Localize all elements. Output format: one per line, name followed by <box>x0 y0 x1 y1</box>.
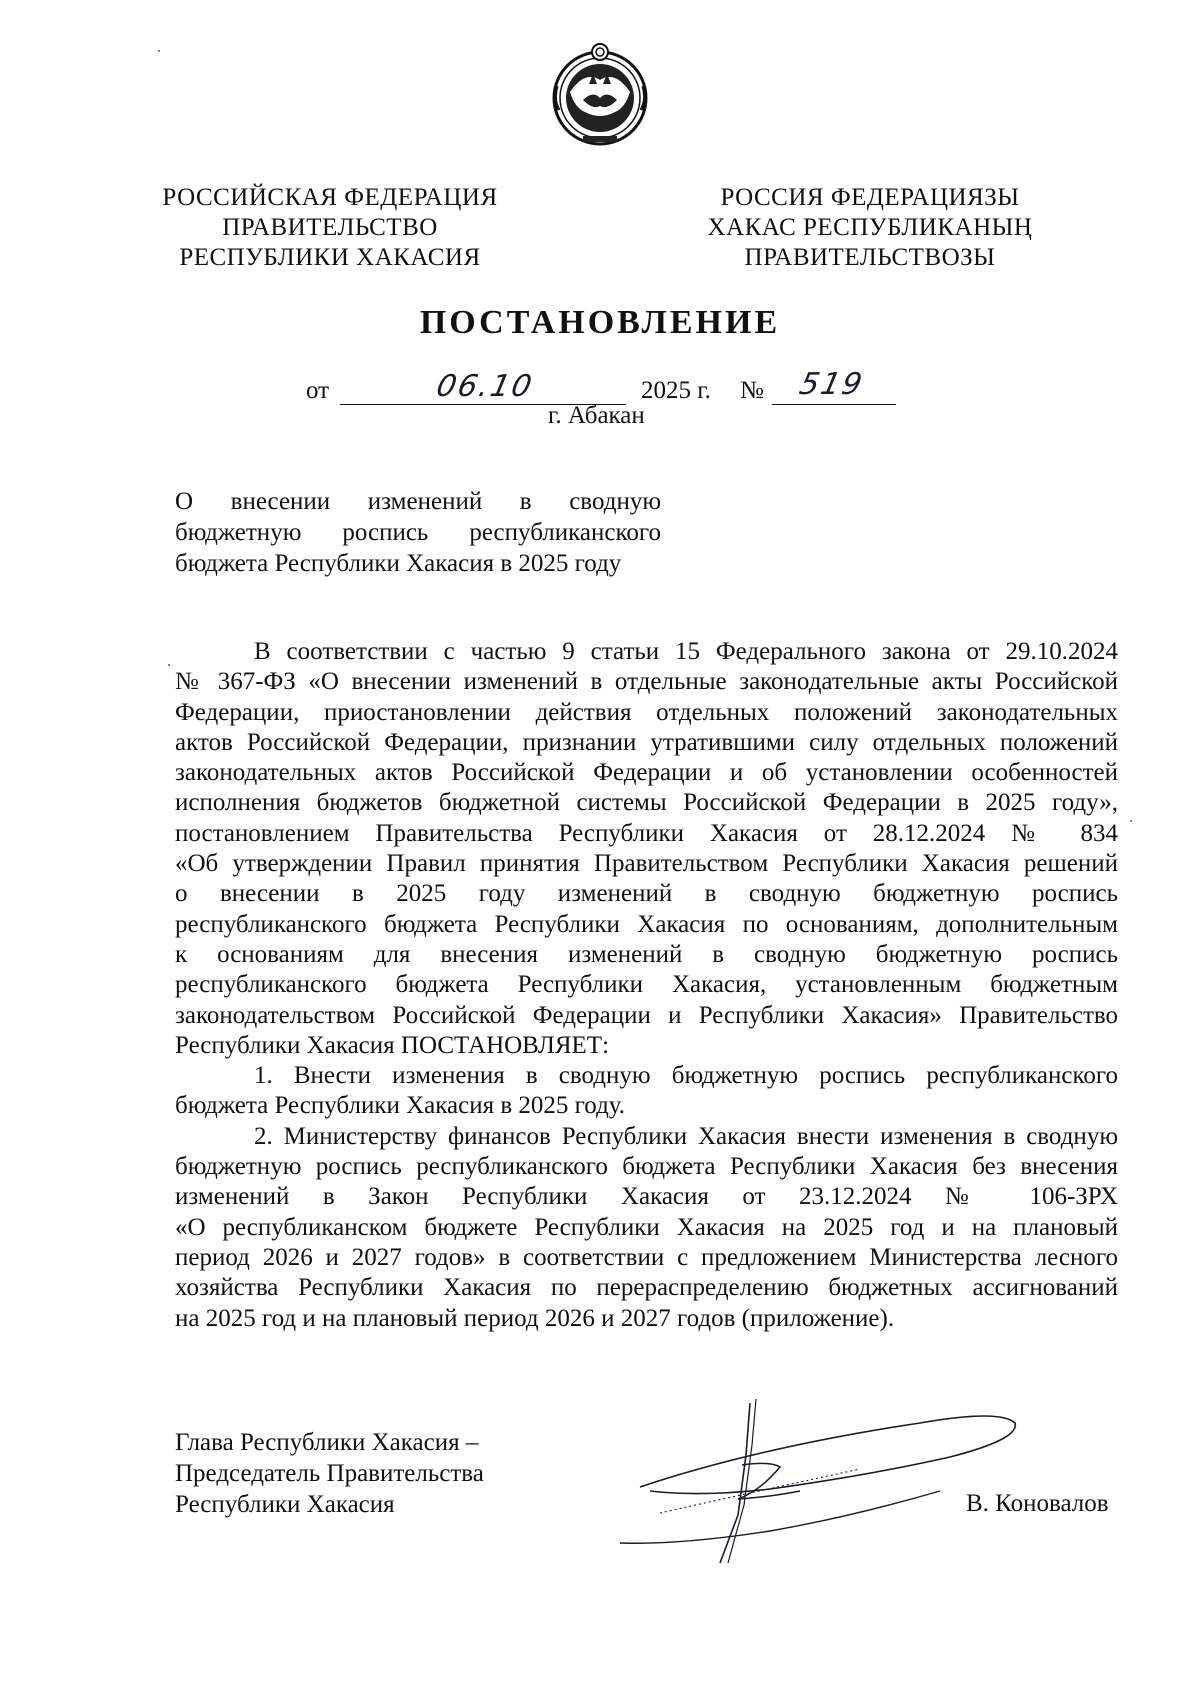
body-line: хозяйства Республики Хакасия по перераспределению бюджетных ассигнований <box>175 1274 1118 1302</box>
body-line: Федерации, приостановлении действия отдельных положений законодательных <box>175 698 1118 726</box>
body-line: законодательством Российской Федерации и Республики Хакасия» Правительство <box>175 1001 1118 1029</box>
body-line: бюджета Республики Хакасия в 2025 году. <box>175 1092 626 1120</box>
signatory-name: В. Коновалов <box>966 1490 1109 1517</box>
year-label: 2025 г. <box>641 377 711 404</box>
subject-line: бюджетную роспись республиканского <box>175 519 661 546</box>
signatory-position <box>175 1427 484 1520</box>
from-label: от <box>306 377 330 404</box>
body-line: законодательных актов Российской Федерации и об установлении особенностей <box>175 759 1118 787</box>
body-line: период 2026 и 2027 годов» в соответствии с предложением Министерства лесного <box>175 1243 1118 1271</box>
scan-speck <box>158 50 160 52</box>
date-number-line <box>0 367 1200 407</box>
subject-line: О внесении изменений в сводную <box>175 488 661 515</box>
body-line: «О республиканском бюджете Республики Хакасия на 2025 год и на плановый <box>175 1213 1118 1241</box>
header-right-block <box>690 183 1050 273</box>
signatory-position-line: Республики Хакасия <box>175 1491 395 1518</box>
body-line: В соответствии с частью 9 статьи 15 Федерального закона от 29.10.2024 <box>254 638 1118 665</box>
document-body <box>175 637 1118 1334</box>
body-line: 2. Министерству финансов Республики Хакасия внести изменения в сводную <box>254 1122 1118 1150</box>
header-left-line: ПРАВИТЕЛЬСТВО <box>222 214 438 241</box>
handwritten-date: 06.10 <box>433 369 537 404</box>
signatory-position-line: Глава Республики Хакасия – <box>175 1429 479 1456</box>
subject-line: бюджета Республики Хакасия в 2025 году <box>175 550 622 577</box>
header-right-line: РОССИЯ ФЕДЕРАЦИЯЗЫ <box>720 184 1020 211</box>
body-line: 1. Внести изменения в сводную бюджетную роспись республиканского <box>254 1062 1118 1090</box>
body-line: бюджетную роспись республиканского бюджета Республики Хакасия без внесения <box>175 1153 1118 1181</box>
header-left-block <box>150 183 510 273</box>
body-line: исполнения бюджетов бюджетной системы Российской Федерации в 2025 году», <box>175 789 1118 817</box>
scan-speck <box>168 664 170 666</box>
handwritten-signature <box>620 1395 1020 1570</box>
handwritten-number: 519 <box>796 367 867 402</box>
city-label: г. Абакан <box>548 402 645 429</box>
body-line: изменений в Закон Республики Хакасия от 23.12.2024 № 106-ЗРХ <box>175 1183 1118 1211</box>
body-line: Республики Хакасия ПОСТАНОВЛЯЕТ: <box>175 1031 610 1059</box>
header-left-line: РОССИЙСКАЯ ФЕДЕРАЦИЯ <box>162 184 498 211</box>
body-line: к основаниям для внесения изменений в сводную бюджетную роспись <box>175 940 1118 968</box>
body-line: республиканского бюджета Республики Хакасия по основаниям, дополнительным <box>175 910 1118 938</box>
body-line: «Об утверждении Правил принятия Правительством Республики Хакасия решений <box>175 850 1118 878</box>
body-line: на 2025 год и на плановый период 2026 и 2027 годов (приложение). <box>175 1304 895 1332</box>
header-right-line: ПРАВИТЕЛЬСТВОЗЫ <box>744 244 996 271</box>
number-label: № <box>740 377 764 404</box>
document-subject <box>175 486 661 579</box>
signatory-position-line: Председатель Правительства <box>175 1460 484 1487</box>
coat-of-arms-emblem <box>545 40 655 150</box>
body-line: постановлением Правительства Республики Хакасия от 28.12.2024 № 834 <box>175 819 1118 847</box>
header-right-line: ХАКАС РЕСПУБЛИКАНЫҢ <box>707 214 1033 241</box>
body-line: о внесении в 2025 году изменений в сводную бюджетную роспись <box>175 880 1118 908</box>
header-left-line: РЕСПУБЛИКИ ХАКАСИЯ <box>179 244 481 271</box>
number-underline <box>772 404 896 405</box>
scan-speck <box>1130 820 1132 822</box>
body-line: актов Российской Федерации, признании утратившими силу отдельных положений <box>175 728 1118 756</box>
document-title: ПОСТАНОВЛЕНИЕ <box>419 304 781 341</box>
body-line: № 367-ФЗ «О внесении изменений в отдельные законодательные акты Российской <box>175 668 1118 696</box>
body-line: республиканского бюджета Республики Хакасия, установленным бюджетным <box>175 971 1118 999</box>
